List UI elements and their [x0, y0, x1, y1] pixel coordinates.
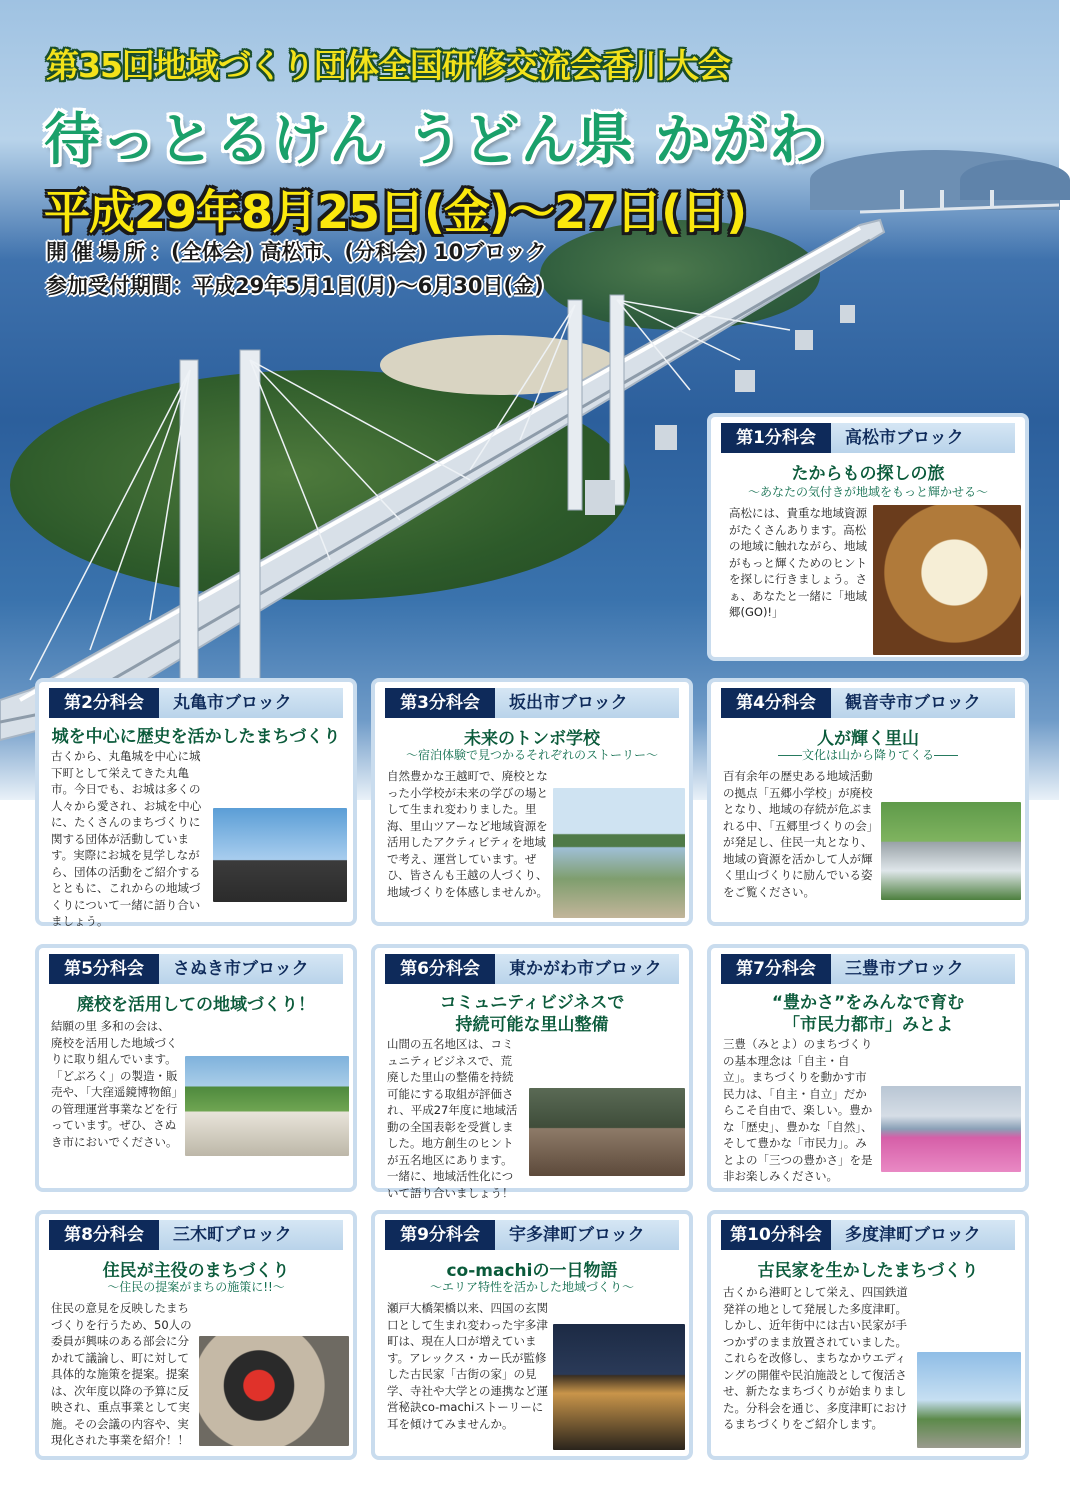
session-subtitle: ～あなたの気付きが地域をもっと輝かせる～: [747, 485, 988, 499]
session-title: 廃校を活用しての地域づくり！: [77, 995, 315, 1015]
festival-photo: [199, 1336, 349, 1446]
session-card-4: [707, 678, 1029, 926]
session-card-6: [371, 944, 693, 1200]
event-dates: 平成29年8月25日(金)～27日(日): [44, 185, 747, 239]
session-header: [385, 1220, 679, 1250]
session-title-line2: 持続可能な里山整備: [455, 1015, 609, 1035]
session-subtitle: ～住民の提案がまちの施策に!!～: [107, 1280, 285, 1294]
group-photo: [553, 788, 685, 918]
session-body: [723, 768, 1021, 918]
session-body: 自然豊かな王越町で、廃校となった小学校が未来の学びの場として生まれ変わりました。里海、里山ツアーなど地域資源を活用したアクティビティを地域で考え、運営しています。ぜひ、皆さんも王越の人づくり、地域づくりを体感しませんか。: [387, 769, 548, 899]
flower-photo: [881, 1086, 1021, 1172]
session-body: [51, 748, 347, 928]
session-header: [721, 688, 1015, 718]
period-label: 参加受付期間: [46, 274, 172, 298]
session-block: 丸亀市ブロック: [159, 688, 343, 718]
session-title-line2: 「市民力都市」みとよ: [783, 1015, 953, 1035]
session-block: さぬき市ブロック: [159, 954, 343, 984]
session-block: 三豊市ブロック: [831, 954, 1015, 984]
session-number: 第2分科会: [49, 688, 159, 718]
session-card-10: [707, 1210, 1029, 1460]
session-block: 三木町ブロック: [159, 1220, 343, 1250]
session-card-5: [35, 944, 357, 1192]
session-header: [385, 954, 679, 984]
session-card-2: [35, 678, 357, 926]
session-block: 宇多津町ブロック: [495, 1220, 679, 1250]
session-block: 坂出市ブロック: [495, 688, 679, 718]
castle-photo: [213, 808, 347, 902]
session-subtitle: ――文化は山から降りてくる――: [777, 748, 958, 762]
udon-photo: [873, 505, 1021, 655]
session-body-text: 古くから港町として栄え、四国鉄道発祥の地として発展した多度津町。しかし、近年街中には古い民家が手つかずのまま放置されていました。これらを改修し、まちなかウエディングの開催や民泊施設として復活させ、新たなまちづくりが始まりました。分科会を通じ、多度津町におけるまちづくりをご紹介します。: [723, 1285, 908, 1431]
session-card-1: [707, 413, 1029, 661]
session-header: [49, 954, 343, 984]
session-header: [49, 688, 343, 718]
session-number: 第4分科会: [721, 688, 831, 718]
house-photo: [553, 1324, 685, 1450]
session-block: 高松市ブロック: [831, 423, 1015, 453]
session-header: [49, 1220, 343, 1250]
session-title: 城を中心に歴史を活かしたまちづくり: [51, 727, 341, 747]
session-body: 瀬戸大橋架橋以来、四国の玄関口として生まれ変わった宇多津町は、現在人口が増えています。アレックス・カー氏が監修した古民家「古街の家」の見学、寺社や大学との連携など運営秘訣co-machiストーリーに耳を傾けてみませんか。: [387, 1301, 548, 1431]
session-title: 住民が主役のまちづくり: [102, 1261, 290, 1281]
venue-info: [46, 236, 547, 266]
session-number: 第8分科会: [49, 1220, 159, 1250]
session-title: “豊かさ”をみんなで育む: [771, 993, 965, 1013]
session-header: [721, 954, 1015, 984]
dam-photo: [881, 802, 1021, 900]
session-header: [385, 688, 679, 718]
venue-value: ：(全体会) 高松市、(分科会) 10ブロック: [150, 240, 547, 264]
session-card-3: [371, 678, 693, 926]
venue-label: 開催場所: [46, 240, 150, 264]
event-slogan: 待っとるけん うどん県 かがわ: [44, 108, 826, 173]
session-body-text: 三豊（みとよ）のまちづくりの基本理念は「自主・自立」。まちづくりを動かす市民力は、「自主・自立」だからこそ自由で、楽しい。豊かな「歴史」、豊かな「自然」、そして豊かな「市民力」。みとよの「三つの豊かさ」を是非お楽しみください。: [723, 1037, 873, 1183]
session-number: 第9分科会: [385, 1220, 495, 1250]
school-photo: [185, 1056, 349, 1156]
session-subtitle: ～宿泊体験で見つかるそれぞれのストーリー～: [405, 748, 658, 762]
session-title: 未来のトンボ学校: [464, 729, 600, 749]
session-card-8: [35, 1210, 357, 1460]
session-body: [51, 1300, 349, 1455]
session-title: 古民家を生かしたまちづくり: [757, 1261, 979, 1281]
session-number: 第3分科会: [385, 688, 495, 718]
session-card-7: [707, 944, 1029, 1192]
session-block: 東かがわ市ブロック: [495, 954, 679, 984]
session-header: [721, 423, 1015, 453]
session-header: [721, 1220, 1015, 1250]
session-title: co-machiの一日物語: [446, 1261, 618, 1281]
session-body: [387, 1036, 685, 1200]
session-title: たからもの探しの旅: [791, 464, 945, 484]
session-title: コミュニティビジネスで: [439, 993, 625, 1013]
period-value: ：平成29年5月1日(月)～6月30日(金): [172, 274, 544, 298]
session-number: 第1分科会: [721, 423, 831, 453]
session-body-text: 結願の里 多和の会は、廃校を活用した地域づくりに取り組んでいます。「どぶろく」の製造・販売や、「大窪遥鏡博物館」の管理運営事業などを行っています。ぜひ、さぬき市においでください。: [51, 1019, 178, 1149]
session-body: [723, 1284, 1021, 1456]
event-title: 第35回地域づくり団体全国研修交流会香川大会: [46, 46, 730, 85]
session-body-text: 山間の五名地区は、コミュニティビジネスで、荒廃した里山の整備を持続可能にする取組が評価され、平成27年度に地域活動の全国表彰を受賞しました。地方創生のヒントが五名地区にあります。一緒に、地域活性化について語り合いましょう！: [387, 1037, 518, 1200]
session-body-text: 住民の意見を反映したまちづくりを行うため、50人の委員が興味のある部会に分かれて議論し、町に対して具体的な施策を提案。提案は、次年度以降の予算に反映され、重点事業として実施。その会議の内容や、実現化された事業を紹介！！: [51, 1301, 192, 1447]
session-block: 多度津町ブロック: [831, 1220, 1015, 1250]
boar-photo: [529, 1088, 685, 1176]
session-body-text: 古くから、丸亀城を中心に城下町として栄えてきた丸亀市。今日でも、お城は多くの人々から愛され、お城を中心に、たくさんのまちづくりに関する団体が活動しています。実際にお城を見学しながら、団体の活動をご紹介するとともに、これからの地域づくりについて一緒に語り合いましょう。: [51, 749, 202, 928]
session-card-9: [371, 1210, 693, 1460]
session-number: 第7分科会: [721, 954, 831, 984]
session-title: 人が輝く里山: [817, 729, 919, 749]
session-block: 観音寺市ブロック: [831, 688, 1015, 718]
session-number: 第5分科会: [49, 954, 159, 984]
statue-photo: [917, 1352, 1021, 1448]
registration-period-info: [46, 270, 544, 300]
session-number: 第10分科会: [721, 1220, 831, 1250]
session-body: 高松には、貴重な地域資源がたくさんあります。高松の地域に触れながら、地域がもっと輝くためのヒントを探しに行きましょう。さぁ、あなたと一緒に「地域郷(GO)!」: [729, 506, 867, 619]
session-body: [723, 1036, 1021, 1186]
session-body: [51, 1018, 349, 1188]
session-body-text: 百有余年の歴史ある地域活動の拠点「五郷小学校」が廃校となり、地域の存続が危ぶまれる中、「五郷里づくりの会」が発足し、住民一丸となり、地域の資源を活かして人が輝く里山づくりに励んでいる姿をご覧ください。: [723, 769, 873, 899]
session-number: 第6分科会: [385, 954, 495, 984]
session-subtitle: ～エリア特性を活かした地域づくり～: [429, 1280, 634, 1294]
